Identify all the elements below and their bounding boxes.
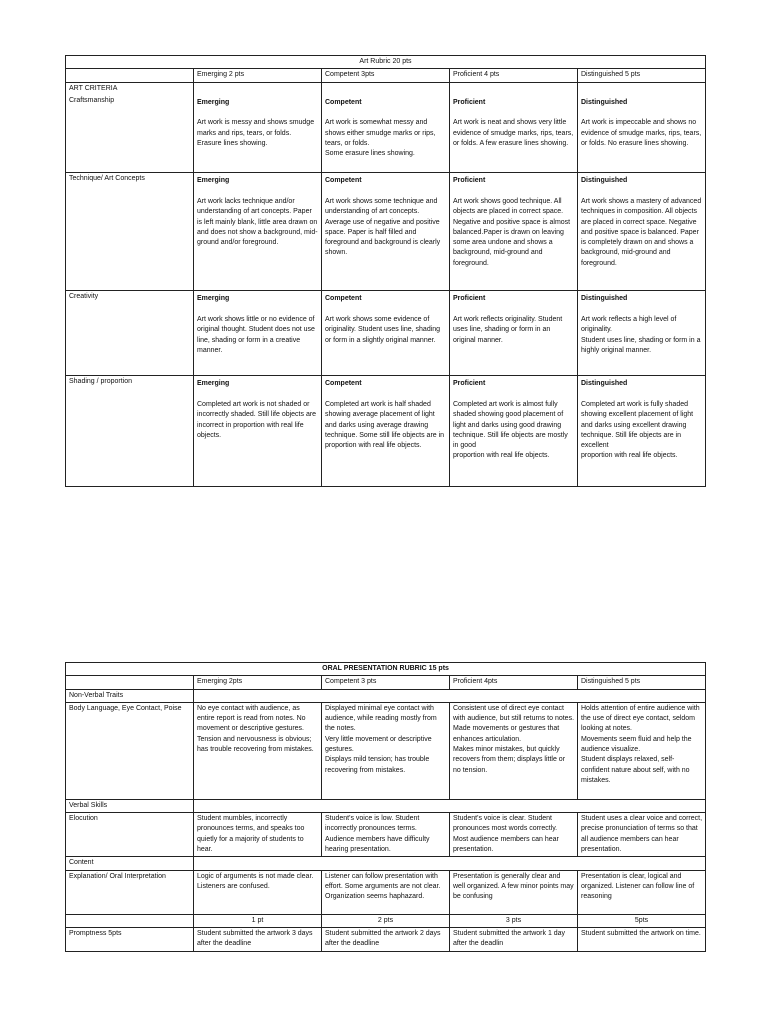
level-label: Proficient xyxy=(453,295,486,303)
criterion-label: Explanation/ Oral Interpretation xyxy=(66,870,194,914)
oral-row-elocution xyxy=(66,813,706,857)
rubric-cell: Student submitted the artwork on time. xyxy=(578,927,706,951)
level-label: Emerging xyxy=(197,380,230,388)
rubric-cell xyxy=(450,291,578,376)
rubric-cell xyxy=(194,95,322,173)
art-header-emerging: Emerging 2 pts xyxy=(194,69,322,82)
criterion-label: Shading / proportion xyxy=(66,376,194,487)
oral-section-nonverbal xyxy=(66,689,706,702)
rubric-cell xyxy=(578,376,706,487)
oral-section-content xyxy=(66,857,706,870)
level-label: Proficient xyxy=(453,177,486,185)
criterion-label: Technique/ Art Concepts xyxy=(66,173,194,291)
cell-text: Art work is somewhat messy and shows either smudge marks or rips, tears, or folds. Some erasure lines showing. xyxy=(325,119,436,158)
level-label: Emerging xyxy=(197,295,230,303)
points-label: 2 pts xyxy=(322,914,450,927)
cell-text: Art work shows some technique and understanding of art concepts. Average use of negative and positive space. Paper is half filled and foreground and background is clearly shown. xyxy=(325,197,441,257)
level-label: Proficient xyxy=(453,380,486,388)
oral-header-competent: Competent 3 pts xyxy=(322,676,450,689)
rubric-cell xyxy=(322,95,450,173)
rubric-cell xyxy=(450,376,578,487)
cell-text: Art work is impeccable and shows no evidence of smudge marks, rips, tears, or folds. No erasure lines showing. xyxy=(581,119,702,148)
rubric-cell: Student's voice is low. Student incorrectly pronounces terms. Audience members have difficulty hearing presentation. xyxy=(322,813,450,857)
rubric-cell: Presentation is clear, logical and organized. Listener can follow line of reasoning xyxy=(578,870,706,914)
oral-header-proficient: Proficient 4pts xyxy=(450,676,578,689)
rubric-cell: Presentation is generally clear and well organized. A few minor points may be confusing xyxy=(450,870,578,914)
rubric-cell xyxy=(578,95,706,173)
rubric-cell: Displayed minimal eye contact with audience, while reading mostly from the notes. Very little movement or descriptive gestures. Displays mild tension; has trouble recovering from mistakes. xyxy=(322,702,450,799)
points-label: 3 pts xyxy=(450,914,578,927)
oral-row-promptness xyxy=(66,927,706,951)
level-label: Competent xyxy=(325,295,362,303)
cell-text: Completed art work is half shaded showing average placement of light and darks using average drawing technique. Some still life objects are in proportion with real life objects. xyxy=(325,400,445,450)
cell-text: Completed art work is fully shaded showing excellent placement of light and darks using excellent drawing technique. Still life objects are in excellent proportion with real life objects. xyxy=(581,400,694,460)
oral-row-explanation xyxy=(66,870,706,914)
rubric-cell: Student submitted the artwork 1 day after the deadlin xyxy=(450,927,578,951)
level-label: Competent xyxy=(325,177,362,185)
art-rubric-table xyxy=(65,55,706,487)
oral-points-row xyxy=(66,914,706,927)
art-criteria-row xyxy=(66,82,706,95)
rubric-cell xyxy=(578,291,706,376)
art-header-distinguished: Distinguished 5 pts xyxy=(578,69,706,82)
art-row-technique xyxy=(66,173,706,291)
rubric-cell xyxy=(450,173,578,291)
oral-rubric-title: ORAL PRESENTATION RUBRIC 15 pts xyxy=(66,663,706,676)
rubric-cell xyxy=(194,173,322,291)
level-label: Competent xyxy=(325,98,362,106)
points-label: 1 pt xyxy=(194,914,322,927)
rubric-cell: Logic of arguments is not made clear. Listeners are confused. xyxy=(194,870,322,914)
level-label: Distinguished xyxy=(581,380,628,388)
cell-text: Art work shows a mastery of advanced techniques in composition. All objects are placed in correct space. Negative and positive space is balanced. Paper is completely drawn on and shows a background, mid-ground and foreground. xyxy=(581,197,702,267)
art-header-competent: Competent 3pts xyxy=(322,69,450,82)
criterion-label: Creativity xyxy=(66,291,194,376)
cell-text: Art work is neat and shows very little evidence of smudge marks, rips, tears, or folds. A few erasure lines showing. xyxy=(453,119,574,148)
art-rubric-title-row xyxy=(66,56,706,69)
rubric-cell xyxy=(450,95,578,173)
art-row-shading xyxy=(66,376,706,487)
level-label: Proficient xyxy=(453,98,486,106)
rubric-cell xyxy=(322,173,450,291)
cell-text: Art work shows some evidence of originality. Student uses line, shading or form in a slightly original manner. xyxy=(325,315,441,344)
level-label: Distinguished xyxy=(581,295,628,303)
rubric-cell xyxy=(322,376,450,487)
rubric-cell: Holds attention of entire audience with the use of direct eye contact, seldom looking at notes. Movements seem fluid and help the audience visualize. Student displays relaxed, self-confident nature about self, with no mistakes. xyxy=(578,702,706,799)
art-header-proficient: Proficient 4 pts xyxy=(450,69,578,82)
rubric-cell: Student uses a clear voice and correct, precise pronunciation of terms so that all audience members can hear presentation. xyxy=(578,813,706,857)
art-row-creativity xyxy=(66,291,706,376)
level-label: Emerging xyxy=(197,177,230,185)
oral-section-verbal xyxy=(66,799,706,812)
cell-text: Completed art work is not shaded or incorrectly shaded. Still life objects are incorrect in proportion with real life objects. xyxy=(197,400,317,439)
oral-rubric-title-row xyxy=(66,663,706,676)
level-label: Distinguished xyxy=(581,98,628,106)
oral-rubric-table xyxy=(65,662,706,952)
cell-text: Art work shows good technique. All objects are placed in correct space. Negative and positive space is almost balanced.Paper is drawn on leaving some area undone and shows a background, mid-ground and foreground. xyxy=(453,197,571,267)
oral-rubric-header-row xyxy=(66,676,706,689)
section-label: Verbal Skills xyxy=(66,799,194,812)
criterion-label: Craftsmanship xyxy=(66,95,194,173)
level-label: Distinguished xyxy=(581,177,628,185)
level-label: Emerging xyxy=(197,98,230,106)
oral-row-body-language xyxy=(66,702,706,799)
art-rubric-header-row xyxy=(66,69,706,82)
cell-text: Art work lacks technique and/or understanding of art concepts. Paper is left mainly blank, little area drawn on and does not show a background, mid-ground and/or foreground. xyxy=(197,197,318,247)
section-label: Non-Verbal Traits xyxy=(66,689,194,702)
rubric-cell: Student mumbles, incorrectly pronounces terms, and speaks too quietly for a majority of students to hear. xyxy=(194,813,322,857)
rubric-cell: Student's voice is clear. Student pronounces most words correctly. Most audience members can hear presentation. xyxy=(450,813,578,857)
art-rubric-title: Art Rubric 20 pts xyxy=(66,56,706,69)
rubric-cell: Student submitted the artwork 3 days after the deadline xyxy=(194,927,322,951)
rubric-cell: Student submitted the artwork 2 days after the deadline xyxy=(322,927,450,951)
cell-text: Completed art work is almost fully shaded showing good placement of light and darks using good drawing technique. Still life objects are mostly in good proportion with real life objects. xyxy=(453,400,568,460)
criterion-label: Body Language, Eye Contact, Poise xyxy=(66,702,194,799)
oral-header-distinguished: Distinguished 5 pts xyxy=(578,676,706,689)
section-label: Content xyxy=(66,857,194,870)
oral-header-blank xyxy=(66,676,194,689)
art-row-craftsmanship xyxy=(66,95,706,173)
level-label: Competent xyxy=(325,380,362,388)
rubric-cell: Listener can follow presentation with effort. Some arguments are not clear. Organization seems haphazard. xyxy=(322,870,450,914)
rubric-cell xyxy=(194,376,322,487)
rubric-cell xyxy=(322,291,450,376)
oral-header-emerging: Emerging 2pts xyxy=(194,676,322,689)
art-criteria-label: ART CRITERIA xyxy=(66,82,194,95)
cell-text: Art work reflects originality. Student uses line, shading or form in an original manner. xyxy=(453,315,563,344)
rubric-cell: Consistent use of direct eye contact with audience, but still returns to notes. Made movements or gestures that enhances articulation. Makes minor mistakes, but quickly recovers from them; displays little or no tension. xyxy=(450,702,578,799)
points-label: 5pts xyxy=(578,914,706,927)
cell-text: Art work is messy and shows smudge marks and rips, tears, or folds. Erasure lines showing. xyxy=(197,119,315,148)
rubric-cell: No eye contact with audience, as entire report is read from notes. No movement or descriptive gestures. Tension and nervousness is obvious; has trouble recovering from mistakes. xyxy=(194,702,322,799)
criterion-label: Elocution xyxy=(66,813,194,857)
cell-text: Art work shows little or no evidence of original thought. Student does not use line, shading or form in a creative manner. xyxy=(197,315,315,354)
cell-text: Art work reflects a high level of originality. Student uses line, shading or form in a highly original manner. xyxy=(581,315,701,354)
rubric-cell xyxy=(194,291,322,376)
criterion-label: Promptness 5pts xyxy=(66,927,194,951)
rubric-cell xyxy=(578,173,706,291)
art-header-blank xyxy=(66,69,194,82)
